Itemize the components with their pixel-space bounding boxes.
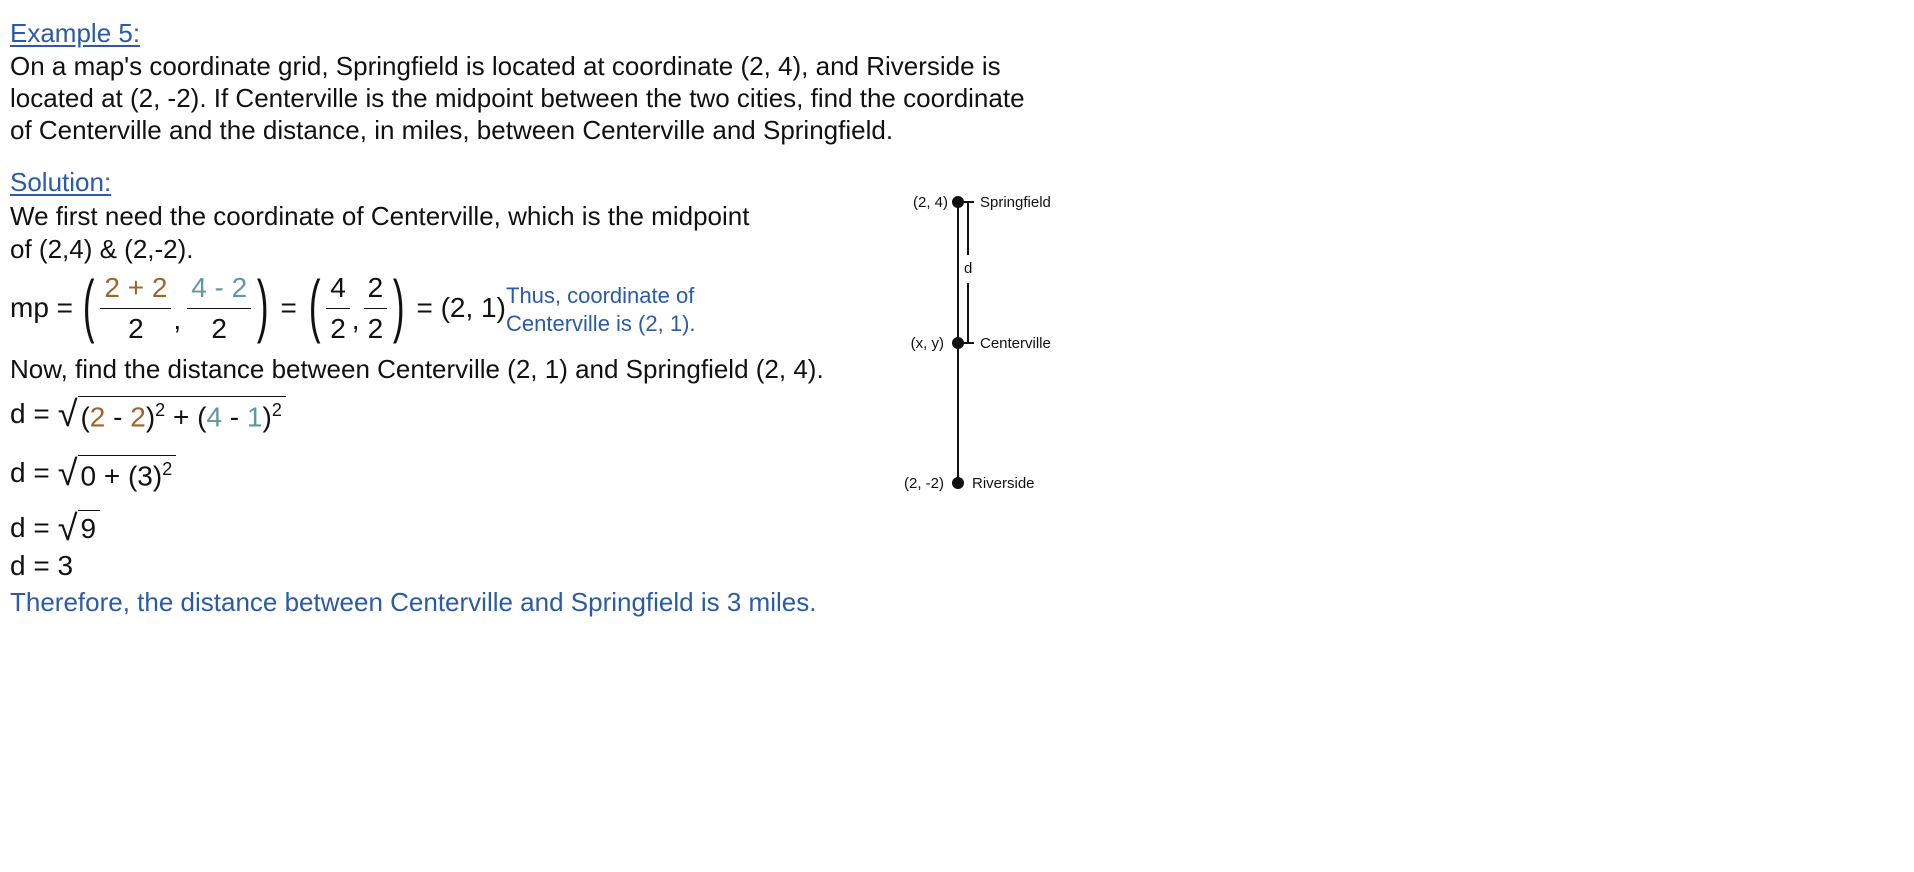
distance-step-2 <box>10 452 176 493</box>
d-label-2: d = <box>10 457 50 488</box>
mp-note-line-1: Thus, coordinate of <box>506 283 695 308</box>
distance-step-3 <box>10 507 100 548</box>
plus: + <box>165 401 198 433</box>
radicand-step-3: 9 <box>78 510 100 543</box>
solution-intro-line-1: We first need the coordinate of Centerville, which is the midpoint <box>10 201 750 231</box>
square-exponent-2: 2 <box>271 400 282 420</box>
springfield-coord: (2, 4) <box>912 194 948 211</box>
distance-label: d <box>964 260 973 277</box>
mp-fraction-x-simplified <box>326 271 350 344</box>
distance-intro: Now, find the distance between Centerville (2, 1) and Springfield (2, 4). <box>10 354 824 384</box>
left-paren-2: ( <box>308 266 321 344</box>
problem-line-2: located at (2, -2). If Centerville is the midpoint between the two cities, find the coordinate <box>10 83 1025 113</box>
sqrt-step-2 <box>57 452 177 493</box>
mp-note-line-2: Centerville is (2, 1). <box>506 311 696 336</box>
mp-result: = (2, 1) <box>416 292 506 323</box>
radicand-zero-plus: 0 + <box>80 460 128 492</box>
mp-fraction-x-simplified-numerator: 4 <box>326 274 350 309</box>
sqrt-step-1 <box>57 393 286 434</box>
solution-title: Solution: <box>10 167 112 197</box>
conclusion: Therefore, the distance between Centerville and Springfield is 3 miles. <box>10 587 817 617</box>
radicand-step-2: $0 + (3)^2$ <box>78 455 176 490</box>
minus: - <box>105 401 131 433</box>
equals-sign: = <box>280 292 297 323</box>
radical-icon: √ <box>57 393 78 434</box>
distance-result: d = 3 <box>10 550 74 581</box>
mp-fraction-y-denominator: 2 <box>211 312 227 344</box>
springfield-name: Springfield <box>980 194 1051 211</box>
radical-icon-3: √ <box>57 507 78 548</box>
centerville-coord: (x, y) <box>910 335 944 352</box>
mp-fraction-y-simplified-denominator: 2 <box>367 312 384 344</box>
comma-2: , <box>351 304 360 335</box>
mp-fraction-y-numerator: 4 - 2 <box>187 274 251 309</box>
distance-step-1 <box>10 393 286 434</box>
x2-value: 2 <box>89 401 106 433</box>
example-title: Example 5: <box>10 18 141 48</box>
centerville-name: Centerville <box>980 335 1051 352</box>
y2-value: 4 <box>206 401 223 433</box>
square-exponent: 2 <box>155 400 166 420</box>
radical-icon-2: √ <box>57 452 78 493</box>
riverside-coord: (2, -2) <box>903 475 944 492</box>
comma: , <box>173 304 182 335</box>
centerville-point <box>952 337 964 349</box>
sqrt-step-3 <box>57 507 100 548</box>
radicand-step-1: (2 - 2)$^2$ + (4 - 1)$^2$ <box>78 396 285 431</box>
number-line-diagram <box>900 180 1100 510</box>
mp-fraction-x-denominator: 2 <box>128 312 144 344</box>
mp-fraction-x-numerator: 2 + 2 <box>100 274 171 309</box>
mp-fraction-y <box>187 271 251 344</box>
d-label-3: d = <box>10 512 50 543</box>
solution-intro-line-2: of (2,4) & (2,-2). <box>10 234 194 264</box>
mp-fraction-x <box>100 271 171 344</box>
left-paren: ( <box>82 266 95 344</box>
mp-fraction-y-simplified <box>364 271 388 344</box>
riverside-point <box>952 477 964 489</box>
d-label: d = <box>10 398 50 429</box>
mp-label: mp = <box>10 292 74 323</box>
right-paren-2: ) <box>392 266 405 344</box>
square-exponent-3: 2 <box>162 459 173 479</box>
mp-fraction-x-simplified-denominator: 2 <box>330 312 346 344</box>
radicand-three: 3 <box>137 460 153 492</box>
y1-value: 1 <box>246 401 263 433</box>
midpoint-equation <box>10 266 506 346</box>
x1-value: 2 <box>130 401 146 433</box>
problem-line-1: On a map's coordinate grid, Springfield is located at coordinate (2, 4), and Riverside is <box>10 51 1001 81</box>
riverside-name: Riverside <box>972 475 1035 492</box>
mp-fraction-y-simplified-numerator: 2 <box>364 274 388 309</box>
springfield-point <box>952 196 964 208</box>
minus-2: - <box>222 401 247 433</box>
problem-line-3: of Centerville and the distance, in miles, between Centerville and Springfield. <box>10 115 894 145</box>
right-paren: ) <box>257 266 269 344</box>
